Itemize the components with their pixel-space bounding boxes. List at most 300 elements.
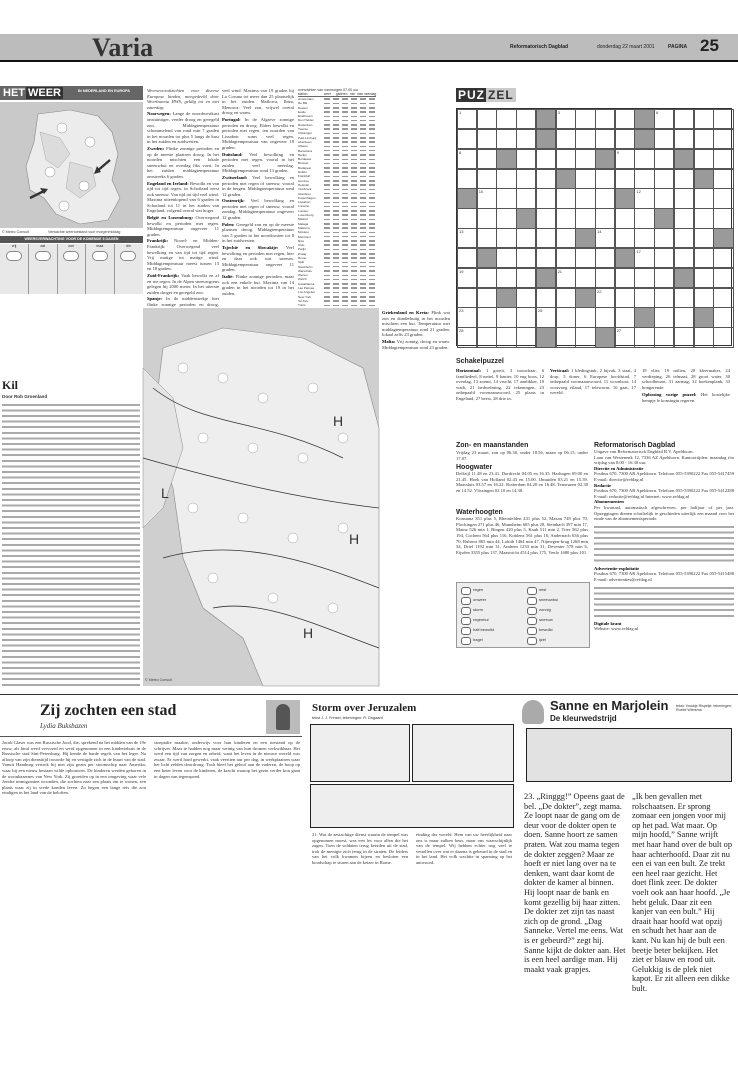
grid-cell[interactable] [634,149,654,169]
country-text: Bewolkt en van tijd tot tijd regen, in Schotland eerst ook sneeuw. Van tijd tot tijd veel wind. Maxima uiteenlopend van 6 graden in Schotland tot 11 in het zuiden van Engeland, volgend overal wat hoger. [147,180,219,214]
colofon-heading: Digitale krant [594,620,622,626]
colofon-section [594,442,734,688]
station-name: Locarno [298,204,310,209]
grid-block [674,149,694,169]
grid-cell[interactable] [556,228,576,248]
grid-cell[interactable] [516,109,536,129]
grid-cell[interactable] [477,327,497,347]
grid-cell[interactable]: 13 [457,228,477,248]
grid-cell[interactable] [634,268,654,288]
grid-cell[interactable] [674,129,694,149]
grid-cell[interactable]: 28 [457,327,477,347]
grid-cell[interactable] [595,248,615,268]
weather-legend-label: regenbui [473,617,489,623]
grid-cell[interactable]: 17 [634,248,654,268]
grid-cell[interactable] [556,327,576,347]
grid-cell[interactable] [595,307,615,327]
grid-cell[interactable] [516,327,536,347]
station-values [324,206,376,208]
grid-cell[interactable] [556,248,576,268]
station-values [324,137,376,139]
grid-cell[interactable] [536,248,556,268]
stad-illustration [266,700,300,734]
weather-legend-icon [527,627,537,635]
grid-cell[interactable] [694,129,714,149]
grid-cell[interactable] [615,307,635,327]
grid-cell[interactable] [694,288,714,308]
grid-cell[interactable] [713,288,733,308]
grid-cell[interactable] [496,169,516,189]
crossword-grid [456,108,732,346]
grid-cell[interactable] [556,129,576,149]
grid-cell[interactable] [516,188,536,208]
weather-legend-label: zonnig [539,607,551,613]
grid-cell[interactable] [516,268,536,288]
grid-cell[interactable] [634,208,654,228]
previous-solution [642,392,730,403]
grid-cell[interactable] [615,268,635,288]
country-text: Noord- en Midden-Frankrijk: Overwegend veel bewolking en van tijd tot tijd regen. Vrij matige tot matige wind. Middagtemperatuur meest tussen 13 en 18 graden. [147,238,219,272]
weather-legend-icon [527,587,537,595]
grid-cell[interactable] [654,129,674,149]
comic-panel [310,784,514,828]
grid-cell[interactable] [674,188,694,208]
forecast-day-label: din [125,244,131,248]
station-name: Amsterdam [298,97,314,101]
grid-cell[interactable] [634,169,654,189]
grid-cell[interactable] [595,268,615,288]
station-values [324,120,376,122]
station-name: Split [298,260,305,265]
colofon-fine-print [594,524,734,564]
grid-cell[interactable] [496,208,516,228]
station-name: Budapest [298,165,312,170]
weather-legend-icon [461,597,471,605]
country-text: Lange de noordwestkust onstuimiger, verder droog en geregeld zon. Middagtemperatuur schommelend van rond min 7 graden in het noorden tot plus 5 langs de kust in het zuiden en zuidwesten. [147,111,219,145]
grid-cell[interactable] [496,129,516,149]
storm-column-1: 21. Wat de zestachtige dienst waarin de tempel was opgenomen moest, was een les voor allen die het zagen. Toen de soldaten terug keerden uit de stad, trok de menigte zich terug in de straten. De leiders van het volk kwamen bijeen en besloten een boodschap te sturen aan de keizer in Rome. [312,832,408,865]
europe-forecast-column-1 [147,88,219,307]
weather-legend-icon [461,627,471,635]
country-name: Tsjechië en Slowakije: [222,245,279,251]
grid-cell[interactable] [595,129,615,149]
station-values [324,249,376,251]
kil-byline: Door Rob Groenland [2,394,48,399]
grid-cell[interactable] [634,288,654,308]
grid-cell[interactable] [496,228,516,248]
grid-cell[interactable] [496,188,516,208]
down-clues: 1 kledingstuk, 2 bijvak, 3 staat, 4 dorp, 5 doner, 6 Europese hoofdstad, 7 onbepaald voornaamwoord, 11 woonboot, 14 voorvoeg eiland, 17 teleworm, 16 gaat, 17 wereld. [550,368,636,396]
grid-cell[interactable]: 6 [654,109,674,129]
grid-cell[interactable] [496,327,516,347]
weather-legend-label: ijzel [539,637,546,643]
grid-cell[interactable] [575,109,595,129]
grid-cell[interactable] [595,188,615,208]
station-values [324,270,376,272]
weather-legend [456,582,590,648]
station-name: De Bilt [298,101,308,106]
colofon-intro: Uitgave van Reformatorisch Dagblad B.V. Apeldoorn. [594,449,694,454]
grid-cell[interactable] [575,129,595,149]
grid-cell[interactable]: 23 [457,307,477,327]
grid-cell[interactable] [674,288,694,308]
kil-title: Kil [2,378,19,392]
grid-cell[interactable] [556,307,576,327]
grid-cell[interactable] [674,109,694,129]
grid-cell[interactable]: 27 [615,327,635,347]
europe-map [143,308,379,686]
grid-cell[interactable] [713,307,733,327]
grid-block [536,268,556,288]
grid-cell[interactable] [654,149,674,169]
grid-cell[interactable] [575,169,595,189]
grid-block [634,129,654,149]
station-values [324,133,376,135]
station-values [324,283,376,285]
station-name: Brussel [298,161,309,166]
grid-cell[interactable] [536,149,556,169]
country-name: Noorwegen: [147,111,171,117]
grid-cell[interactable] [477,169,497,189]
grid-cell[interactable] [477,268,497,288]
station-list [298,97,376,308]
station-name: Londen [298,208,309,213]
puzzle-section [456,88,732,368]
station-name: Parijs [298,247,306,252]
colofon-heading: Redactie [594,482,612,488]
grid-cell[interactable]: 3 [556,109,576,129]
station-values [324,219,376,221]
country-text: Veel bewolking en perioden met regen, vooral in het zuiden veel neerslag. Middagtemperatuur rond 13 graden. [222,151,294,174]
station-values [324,266,376,268]
station-values [324,180,376,182]
grid-block [496,288,516,308]
grid-block [595,149,615,169]
grid-cell[interactable] [694,188,714,208]
grid-cell[interactable]: 10 [477,188,497,208]
station-name: Eelde [298,109,306,114]
grid-cell[interactable] [516,129,536,149]
station-values [324,214,376,216]
grid-cell[interactable] [713,208,733,228]
station-values [324,163,376,165]
grid-cell[interactable] [556,188,576,208]
country-name: Frankrijk: [147,238,169,244]
grid-block [654,208,674,228]
puzzle-title-b: ZEL [488,88,514,102]
country-text: Geregeld zon en op de meeste plaatsen droog. Middagtemperatuur van 5 graden in het noordoosten tot 8 in het zuidwesten. [222,221,294,244]
station-name: Warschau [298,268,312,273]
sanne-subtitle: De kleurwedstrijd [550,714,617,723]
country-text: Veel bewolking en perioden met regen of sneeuw, vooral zondag. Middagtemperatuur ongeveer 12 graden. [222,198,294,221]
station-name: Stockholm [298,264,313,269]
station-values [324,159,376,161]
sun-text: Vrijdag 23 maart, zon op 06.30, onder 18.56, maan op 06.15, onder 17.07. [456,450,588,461]
grid-block [457,188,477,208]
grid-cell[interactable] [556,208,576,228]
weather-legend-label: sneeuw [539,617,553,623]
grid-cell[interactable] [575,268,595,288]
station-values [324,124,376,126]
grid-cell[interactable] [457,169,477,189]
grid-block [615,188,635,208]
grid-cell[interactable] [674,248,694,268]
station-values [324,292,376,294]
grid-cell[interactable] [496,248,516,268]
station-name: Athene [298,144,308,149]
station-name: Den Helder [298,118,314,123]
grid-cell[interactable] [536,208,556,228]
grid-cell[interactable] [556,149,576,169]
grid-cell[interactable] [575,149,595,169]
grid-block [634,307,654,327]
grid-cell[interactable]: 8 [457,149,477,169]
page-header [0,0,738,64]
station-values [324,240,376,242]
station-name: Dublin [298,170,307,175]
grid-cell[interactable] [713,169,733,189]
grid-cell[interactable] [516,149,536,169]
grid-cell[interactable] [477,307,497,327]
grid-cell[interactable]: 25 [536,307,556,327]
grid-cell[interactable] [674,208,694,228]
station-values [324,300,376,302]
netherlands-map-graphic [0,102,143,228]
station-name: Zürich [298,277,307,282]
grid-cell[interactable] [516,248,536,268]
grid-cell[interactable] [694,248,714,268]
station-name: Zuid-Limburg [298,135,317,140]
grid-cell[interactable] [694,327,714,347]
table-title: overzichten van vanmorgen 07.00 uur [298,88,359,92]
grid-cell[interactable] [457,288,477,308]
grid-cell[interactable] [674,307,694,327]
grid-cell[interactable] [477,129,497,149]
grid-block [615,248,635,268]
grid-cell[interactable] [575,248,595,268]
grid-cell[interactable] [615,208,635,228]
station-name: Twente [298,127,308,132]
colofon-heading: Advertentie-exploitatie [594,565,640,571]
grid-cell[interactable] [516,228,536,248]
colofon-title: Reformatorisch Dagblad [594,442,676,449]
grid-cell[interactable] [496,109,516,129]
grid-cell[interactable] [634,327,654,347]
sanne-logo [522,700,544,724]
grid-cell[interactable] [713,109,733,129]
europe-forecast-column-3 [382,310,450,370]
weather-title-a: HET [3,87,25,99]
country-forecast [222,274,294,296]
station-values [324,171,376,173]
grid-cell[interactable]: 19 [457,268,477,288]
grid-cell[interactable]: 14 [595,228,615,248]
across-clues: 1 groeit, 3 trouwhaar, 6 familiedeel, 8 nettel, 9 banier, 10 eng boos, 12 overdag, 13 zoemt, 14 vrucht, 17 aanlikker, 19 wadt, 21 bedwelming, 22 tekeningen, 23 onbepaald voornaamwoord, 25 plaats in Engeland, 27 beest, 28 drie in. [456,368,544,401]
grid-cell[interactable] [457,129,477,149]
grid-cell[interactable] [654,248,674,268]
grid-cell[interactable] [615,169,635,189]
grid-cell[interactable] [674,169,694,189]
station-values [324,210,376,212]
grid-cell[interactable] [516,288,536,308]
weather-legend-icon [527,637,537,645]
weather-legend-label: onweer [473,597,487,603]
puzzle-clues-col3 [642,368,730,430]
grid-cell[interactable] [575,307,595,327]
grid-cell[interactable] [496,307,516,327]
forecast-bar: WEERSVERWACHTING VOOR DE KOMENDE 5 DAGEN [0,236,143,243]
grid-cell[interactable]: 12 [634,188,654,208]
illustration-figure [276,704,290,730]
grid-cell[interactable] [713,327,733,347]
grid-cell[interactable] [654,268,674,288]
grid-cell[interactable] [556,288,576,308]
map-caption-right: Verwachte weertoestand voor morgenmiddag [48,230,121,234]
station-values [324,287,376,289]
colofon-section-item [594,499,734,521]
grid-cell[interactable] [634,228,654,248]
grid-block [536,327,556,347]
station-values [324,167,376,169]
station-values [324,128,376,130]
station-values [324,202,376,204]
grid-cell[interactable] [477,288,497,308]
station-values [324,184,376,186]
station-name: Vlissingen [298,131,313,136]
grid-cell[interactable] [536,188,556,208]
forecast-day-label: zat [40,244,45,248]
sanne-story [520,698,734,1060]
grid-cell[interactable] [654,327,674,347]
grid-cell[interactable] [713,129,733,149]
section-title: Varia [92,33,154,62]
grid-cell[interactable] [575,327,595,347]
station-name: Oslo [298,243,305,248]
storm-title: Storm over Jeruzalem [312,702,417,714]
grid-cell[interactable] [575,188,595,208]
table-header-cell: weer [324,92,331,96]
country-forecast [147,238,219,272]
country-forecast [222,222,294,244]
station-values [324,103,376,105]
grid-cell[interactable] [694,268,714,288]
station-name: Luxemburg [298,213,314,218]
story-illustration [526,728,732,782]
station-name: Lissabon [298,200,311,205]
grid-cell[interactable] [713,188,733,208]
stad-rule [0,736,302,737]
grid-cell[interactable] [654,307,674,327]
grid-cell[interactable] [615,129,635,149]
station-values [324,275,376,277]
grid-cell[interactable] [674,327,694,347]
grid-cell[interactable]: 9 [615,149,635,169]
country-text: veel wind. Maxima van 19 graden bij La Coruna tot meer dan 25 plaatselijk in het zuiden. Mallorca, Ibiza, Menorca: Veel zon, vrijwel overal droog en warm. [222,88,294,116]
weather-legend-icon [527,597,537,605]
grid-cell[interactable] [595,109,615,129]
country-name: Polen: [222,221,235,227]
grid-cell[interactable] [477,109,497,129]
country-text: In de Algarve zonnige perioden en droog. Elders bewolkt en perioden met regen, ten noorden van Lissabon soms veel regen. Middagtemperatuur van ongeveer 18 graden. [222,116,294,150]
station-values [324,279,376,281]
forecast-day-label: vrij [11,244,17,248]
grid-block [516,208,536,228]
station-values [324,262,376,264]
grid-cell[interactable] [575,208,595,228]
grid-cell[interactable]: 1 [457,109,477,129]
station-name: Bordeaux [298,157,312,162]
header-date: donderdag 22 maart 2001 [597,44,655,50]
grid-cell[interactable] [654,188,674,208]
grid-cell[interactable] [694,109,714,129]
grid-cell[interactable] [536,288,556,308]
grid-cell[interactable] [477,228,497,248]
grid-cell[interactable] [516,307,536,327]
page-number: 25 [700,36,719,55]
stad-column-1: Jacob Glaser was een Russische Jood, die, sprekend na het midden van de 19e eeuw, als kind werd vervoerd en werd opgenomen in een kindertehuis in de Russische stad Sint-Petersburg. Hij kende de harde regels van het leger. Na afloop van zijn diensttijd trouwde hij en vestigde zich in de buurt van de stad. Vanuit Hamburg vertrok hij met zijn gezin per stoomschip naar Amerika, waar hij een nieuw bestaan wilde opbouwen. De kinderen werden geboren in de woonkazernes van New York. Zij groeiden op in een omgeving waar vele Joodse immigranten woonden, die zochten naar een plaats om te wonen, een plaats waar zij in vrede konden leven. Zo begon een lange reis die zou eindigen in het land van de beloften. [2,740,146,796]
grid-cell[interactable] [713,248,733,268]
grid-cell[interactable] [615,228,635,248]
station-name: Tunis [298,303,306,308]
cloud-icon [6,251,22,261]
country-forecast [222,245,294,273]
cloud-icon [92,251,108,261]
colofon-heading: Abonnementen [594,499,624,505]
weather-legend-icon [461,587,471,595]
grid-cell[interactable] [615,109,635,129]
map-caption: © Meteo Consult [2,230,29,234]
down-clues-cont: 18 vlier, 19 milieu, 20 kleermaker, 24 verdieping, 26 telmaat, 28 groot water, 30 schoolbenart, 31 aarmag, 32 boekenplank, 33 hongerende. [642,368,730,390]
grid-cell[interactable] [654,169,674,189]
station-name: Frankfurt [298,174,311,179]
grid-cell[interactable] [536,169,556,189]
puzzle-clues [456,358,732,438]
grid-cell[interactable] [694,228,714,248]
station-name: Genève [298,178,309,183]
weather-legend-label: sneeuwbui [539,597,559,603]
grid-cell[interactable] [694,208,714,228]
station-name: Las Palmas [298,286,315,291]
grid-cell[interactable]: 22 [595,288,615,308]
paper-name: Reformatorisch Dagblad [510,44,569,50]
grid-cell[interactable] [496,268,516,288]
grid-cell[interactable] [457,248,477,268]
grid-cell[interactable] [477,208,497,228]
svg-text:H: H [333,413,344,429]
svg-text:L: L [161,485,169,501]
grid-cell[interactable] [674,228,694,248]
grid-cell[interactable] [654,288,674,308]
grid-cell[interactable] [477,149,497,169]
stad-byline: Lydia Buksbazen [40,722,88,730]
forecast-day-label: maa [96,244,104,248]
grid-cell[interactable]: 21 [556,268,576,288]
grid-cell[interactable] [457,208,477,228]
station-values [324,154,376,156]
grid-cell[interactable] [595,208,615,228]
grid-cell[interactable] [713,268,733,288]
grid-cell[interactable] [595,169,615,189]
grid-cell[interactable] [713,149,733,169]
grid-cell[interactable] [615,288,635,308]
grid-cell[interactable] [536,228,556,248]
grid-cell[interactable] [654,228,674,248]
grid-cell[interactable] [516,169,536,189]
grid-cell[interactable] [694,149,714,169]
colofon-section-item [594,466,734,483]
station-values [324,146,376,148]
grid-block [595,327,615,347]
